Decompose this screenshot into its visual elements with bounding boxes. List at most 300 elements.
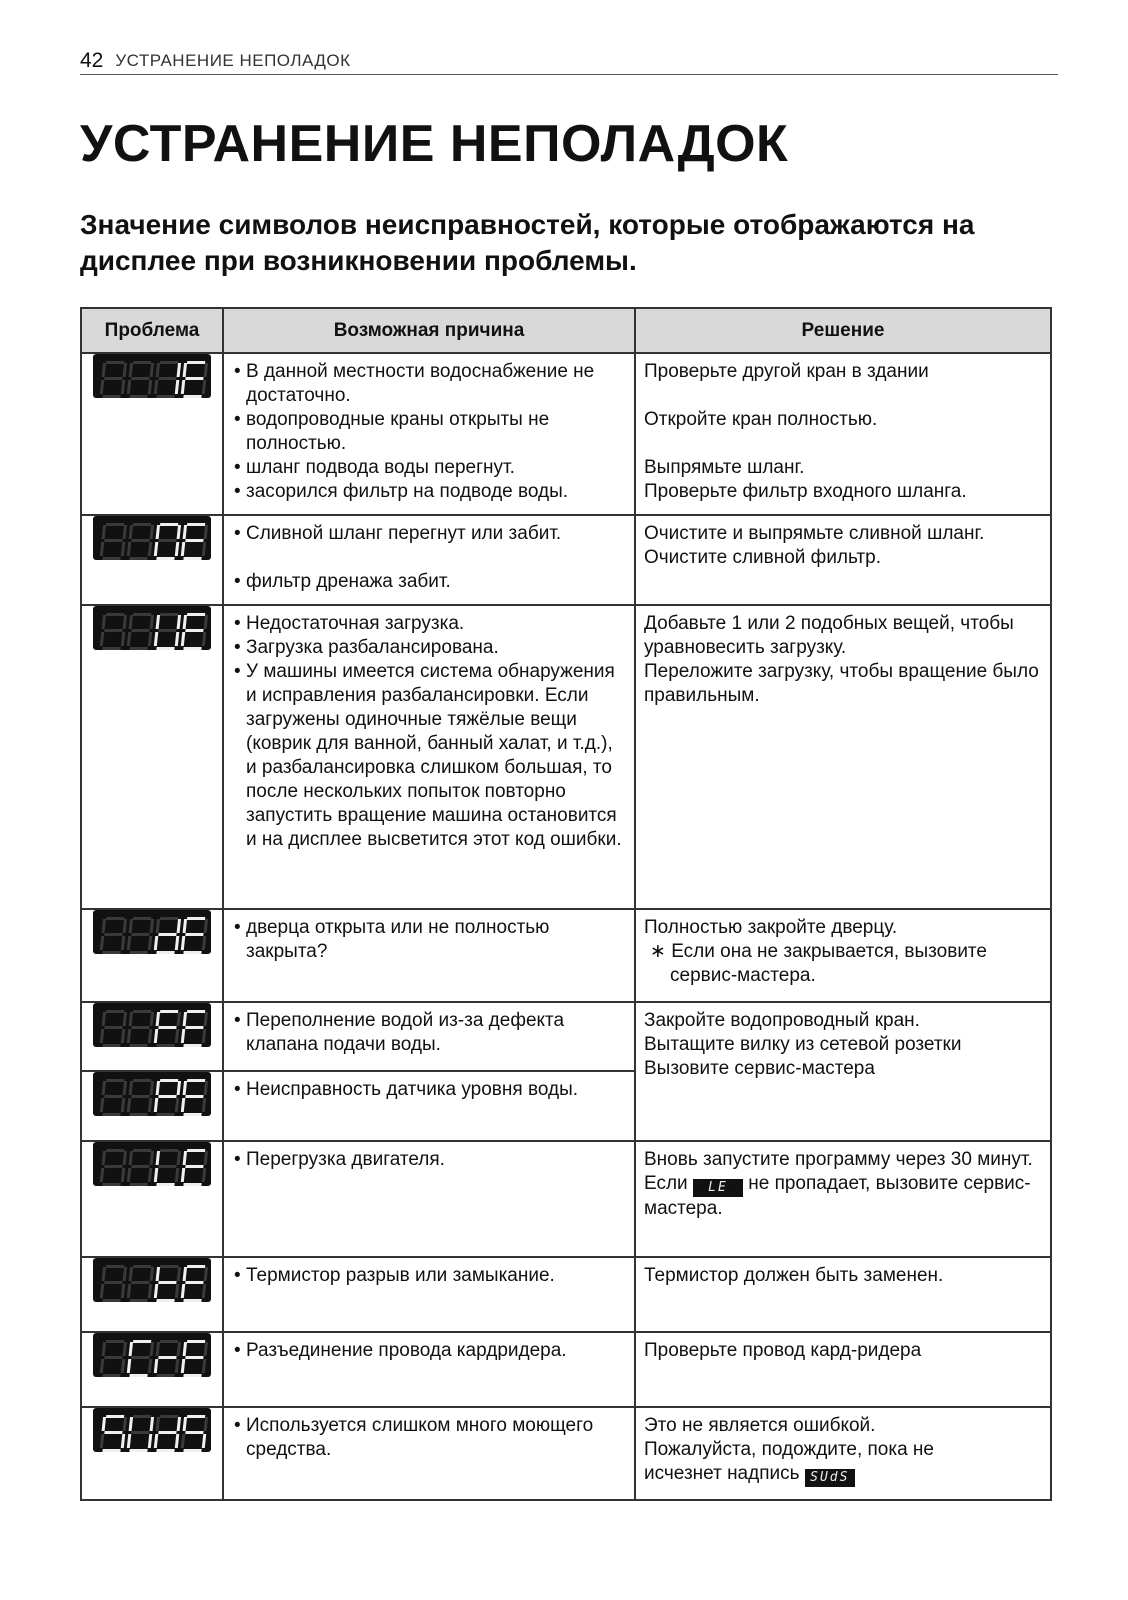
display-segment	[160, 523, 178, 526]
display-segment	[156, 647, 174, 650]
display-segment	[183, 1417, 187, 1431]
display-segment	[183, 919, 187, 933]
display-segment	[154, 1098, 158, 1112]
header-problem: Проблема	[81, 308, 223, 353]
display-segment	[102, 1417, 106, 1431]
seven-segment-display	[93, 1142, 211, 1186]
display-segment	[121, 380, 125, 394]
display-segment	[181, 1168, 185, 1182]
display-segment	[204, 363, 208, 377]
display-segment	[154, 1029, 158, 1043]
display-segment	[185, 933, 203, 936]
cause-item: • Переполнение водой из-за дефекта клапана подачи воды.	[232, 1009, 626, 1057]
display-segment	[185, 1165, 203, 1168]
display-segment	[106, 1415, 124, 1418]
cause-cell	[223, 1257, 635, 1332]
display-segment	[187, 1010, 205, 1013]
seven-segment-display	[93, 1258, 211, 1302]
display-segment	[181, 632, 185, 646]
display-segment	[129, 525, 133, 539]
display-segment	[148, 1434, 152, 1448]
display-segment	[202, 1098, 206, 1112]
display-segment	[187, 1265, 205, 1268]
display-segment	[104, 933, 122, 936]
display-segment	[204, 1081, 208, 1095]
display-segment	[102, 363, 106, 377]
display-segment	[181, 1359, 185, 1373]
display-segment	[204, 1151, 208, 1165]
solution-line: Проверьте фильтр входного шланга.	[644, 481, 967, 502]
display-segment	[156, 525, 160, 539]
display-segment	[177, 1012, 181, 1026]
display-segment	[129, 363, 133, 377]
display-segment	[156, 1012, 160, 1026]
display-segment	[102, 1299, 120, 1302]
solution-line: Переложите загрузку, чтобы вращение было правильным.	[644, 661, 1039, 706]
display-segment	[129, 1151, 133, 1165]
display-segment	[100, 1168, 104, 1182]
table-row	[81, 515, 1051, 605]
display-segment	[121, 1284, 125, 1298]
display-segment	[185, 1356, 203, 1359]
display-segment	[127, 380, 131, 394]
display-segment	[102, 615, 106, 629]
display-segment	[158, 1281, 176, 1284]
display-segment	[156, 1267, 160, 1281]
display-segment	[104, 1095, 122, 1098]
display-segment	[160, 917, 178, 920]
display-segment	[183, 525, 187, 539]
display-segment	[204, 1267, 208, 1281]
solution-line: Термистор должен быть заменен.	[644, 1265, 944, 1286]
display-segment	[102, 1012, 106, 1026]
error-code-cell	[81, 1141, 223, 1257]
error-display-te	[93, 1258, 211, 1302]
cause-item: • Сливной шланг перегнут или забит.	[232, 522, 626, 546]
display-segment	[160, 361, 178, 364]
display-segment	[150, 1151, 154, 1165]
display-segment	[156, 919, 160, 933]
display-segment	[102, 647, 120, 650]
display-segment	[102, 525, 106, 539]
display-segment	[133, 1149, 151, 1152]
error-code-cell	[81, 909, 223, 1002]
display-segment	[183, 1113, 201, 1116]
display-segment	[100, 1284, 104, 1298]
display-segment	[102, 1081, 106, 1095]
solution-cell	[635, 605, 1051, 909]
page-title: УСТРАНЕНИЕ НЕПОЛАДОК	[80, 115, 789, 173]
display-segment	[202, 1168, 206, 1182]
display-segment	[187, 1340, 205, 1343]
solution-line: Очистите и выпрямьте сливной шланг.	[644, 523, 985, 544]
display-segment	[123, 1417, 127, 1431]
cause-item: • Неисправность датчика уровня воды.	[232, 1078, 626, 1102]
table-row	[81, 605, 1051, 909]
display-segment	[202, 1029, 206, 1043]
display-segment	[183, 1374, 201, 1377]
section-name: УСТРАНЕНИЕ НЕПОЛАДОК	[115, 51, 351, 70]
display-segment	[133, 1415, 151, 1418]
cause-item: • В данной местности водоснабжение не достаточно.	[232, 360, 626, 408]
display-segment	[129, 647, 147, 650]
display-segment	[133, 1340, 151, 1343]
display-segment	[102, 1374, 120, 1377]
display-segment	[100, 936, 104, 950]
display-segment	[158, 629, 176, 632]
error-code-cell	[81, 353, 223, 515]
display-segment	[133, 917, 151, 920]
display-segment	[106, 917, 124, 920]
page-subtitle: Значение символов неисправностей, которые отображаются на дисплее при возникновении проблемы.	[80, 209, 975, 276]
solution-suffix: не пропадает, вызовите сервис-мастера.	[644, 1173, 1031, 1219]
display-segment	[100, 632, 104, 646]
display-segment	[154, 1284, 158, 1298]
display-segment	[150, 1267, 154, 1281]
display-segment	[100, 1434, 104, 1448]
error-code-cell	[81, 1002, 223, 1071]
solution-line	[644, 1172, 1042, 1221]
solution-line: Вызовите сервис-мастера	[644, 1058, 875, 1079]
display-segment	[129, 395, 147, 398]
display-segment	[156, 1044, 174, 1047]
display-segment	[154, 542, 158, 556]
display-segment	[185, 539, 203, 542]
display-segment	[129, 1449, 147, 1452]
display-segment	[175, 1434, 179, 1448]
solution-line: Вытащите вилку из сетевой розетки	[644, 1034, 962, 1055]
display-segment	[148, 936, 152, 950]
display-segment	[127, 1029, 131, 1043]
display-segment	[156, 1374, 174, 1377]
display-segment	[202, 380, 206, 394]
display-segment	[104, 1356, 122, 1359]
error-display-suds	[93, 1408, 211, 1452]
display-segment	[177, 1417, 181, 1431]
display-segment	[127, 1284, 131, 1298]
cause-item: • Перегрузка двигателя.	[232, 1148, 626, 1172]
display-segment	[156, 1081, 160, 1095]
seven-segment-display	[93, 1333, 211, 1377]
display-segment	[185, 1095, 203, 1098]
suds-inline-display-icon: SUdS	[805, 1469, 855, 1487]
solution-cell	[635, 909, 1051, 1002]
display-segment	[160, 613, 178, 616]
display-segment	[133, 1079, 151, 1082]
display-segment	[175, 380, 179, 394]
display-segment	[123, 1151, 127, 1165]
display-segment	[183, 557, 201, 560]
display-segment	[185, 1026, 203, 1029]
display-segment	[181, 380, 185, 394]
display-segment	[150, 1417, 154, 1431]
display-segment	[185, 1431, 203, 1434]
le-inline-display-icon: LE	[693, 1179, 743, 1197]
display-segment	[102, 395, 120, 398]
display-segment	[123, 615, 127, 629]
display-segment	[127, 936, 131, 950]
display-segment	[127, 1098, 131, 1112]
display-segment	[100, 1359, 104, 1373]
display-segment	[156, 1151, 160, 1165]
display-segment	[106, 361, 124, 364]
table-row	[81, 1141, 1051, 1257]
display-segment	[181, 1098, 185, 1112]
solution-cell	[635, 1332, 1051, 1407]
display-segment	[150, 363, 154, 377]
display-segment	[187, 1415, 205, 1418]
display-segment	[187, 523, 205, 526]
display-segment	[154, 1434, 158, 1448]
display-segment	[106, 523, 124, 526]
seven-segment-display	[93, 1003, 211, 1047]
display-segment	[121, 1359, 125, 1373]
error-display-ue	[93, 606, 211, 650]
header-solution: Решение	[635, 308, 1051, 353]
display-segment	[123, 1267, 127, 1281]
display-segment	[148, 1029, 152, 1043]
display-segment	[150, 615, 154, 629]
cause-cell	[223, 1002, 635, 1071]
error-display-ie	[93, 354, 211, 398]
display-segment	[177, 1267, 181, 1281]
display-segment	[100, 1029, 104, 1043]
display-segment	[187, 917, 205, 920]
table-row	[81, 353, 1051, 515]
display-segment	[106, 613, 124, 616]
display-segment	[187, 361, 205, 364]
display-segment	[204, 1417, 208, 1431]
display-segment	[158, 1431, 176, 1434]
display-segment	[100, 542, 104, 556]
display-segment	[181, 936, 185, 950]
display-segment	[204, 919, 208, 933]
display-segment	[133, 361, 151, 364]
display-segment	[156, 1299, 174, 1302]
troubleshooting-table	[80, 307, 1052, 1501]
display-segment	[156, 363, 160, 377]
display-segment	[177, 615, 181, 629]
display-segment	[181, 1284, 185, 1298]
display-segment	[123, 1342, 127, 1356]
solution-cell	[635, 1407, 1051, 1500]
display-segment	[154, 1168, 158, 1182]
display-segment	[185, 629, 203, 632]
display-segment	[150, 525, 154, 539]
display-segment	[131, 539, 149, 542]
display-segment	[175, 1098, 179, 1112]
display-segment	[156, 615, 160, 629]
cause-item: • Используется слишком много моющего средства.	[232, 1414, 626, 1462]
page-number: 42	[80, 49, 104, 72]
display-segment	[175, 1284, 179, 1298]
display-segment	[131, 377, 149, 380]
display-segment	[160, 1079, 178, 1082]
display-segment	[183, 1151, 187, 1165]
seven-segment-display	[93, 606, 211, 650]
display-segment	[183, 1267, 187, 1281]
error-code-cell	[81, 1257, 223, 1332]
display-segment	[102, 557, 120, 560]
display-segment	[123, 919, 127, 933]
display-segment	[158, 1095, 176, 1098]
display-segment	[102, 1267, 106, 1281]
display-segment	[158, 1026, 176, 1029]
cause-item: • Недостаточная загрузка.	[232, 612, 626, 636]
cause-item: • Разъединение провода кардридера.	[232, 1339, 626, 1363]
cause-cell	[223, 1141, 635, 1257]
display-segment	[158, 377, 176, 380]
display-segment	[131, 629, 149, 632]
display-segment	[129, 557, 147, 560]
display-segment	[177, 1081, 181, 1095]
display-segment	[175, 1359, 179, 1373]
display-segment	[202, 632, 206, 646]
solution-note: ∗ Если она не закрывается, вызовите сервис-мастера.	[650, 941, 987, 986]
display-segment	[150, 1081, 154, 1095]
display-segment	[129, 1081, 133, 1095]
display-segment	[106, 1340, 124, 1343]
display-segment	[133, 523, 151, 526]
display-segment	[104, 1026, 122, 1029]
solution-cell	[635, 353, 1051, 515]
display-segment	[104, 377, 122, 380]
solution-line: Проверьте провод кард-ридера	[644, 1340, 922, 1361]
display-segment	[183, 395, 201, 398]
solution-line: Это не является ошибкой.	[644, 1415, 876, 1436]
display-segment	[129, 1113, 147, 1116]
display-segment	[121, 936, 125, 950]
display-segment	[154, 632, 158, 646]
display-segment	[183, 1342, 187, 1356]
error-display-fe	[93, 1003, 211, 1047]
display-segment	[102, 1183, 120, 1186]
cause-cell	[223, 353, 635, 515]
display-segment	[129, 1044, 147, 1047]
display-segment	[154, 936, 158, 950]
display-segment	[183, 647, 201, 650]
solution-line: Выпрямьте шланг.	[644, 457, 805, 478]
display-segment	[177, 1342, 181, 1356]
header-cause: Возможная причина	[223, 308, 635, 353]
solution-line: Добавьте 1 или 2 подобных вещей, чтобы уравновесить загрузку.	[644, 613, 1014, 658]
cause-cell	[223, 1407, 635, 1500]
solution-line: Закройте водопроводный кран.	[644, 1010, 920, 1031]
solution-line: Вновь запустите программу через 30 минут.	[644, 1149, 1033, 1170]
display-segment	[185, 1281, 203, 1284]
cause-item: • У машины имеется система обнаружения и исправления разбалансировки. Если загружены одиночные тяжёлые вещи (коврик для ванной, банный халат, и т.д.), и разбалансировка слишком большая, то после нескольких попыток повторно запустить вращение машина остановится и на дисплее высветится этот код ошибки.	[232, 660, 626, 852]
display-segment	[181, 1434, 185, 1448]
display-segment	[106, 1079, 124, 1082]
error-display-cre	[93, 1333, 211, 1377]
display-segment	[183, 1081, 187, 1095]
display-segment	[187, 1079, 205, 1082]
display-segment	[183, 1449, 201, 1452]
display-segment	[177, 919, 181, 933]
display-segment	[158, 1356, 176, 1359]
display-segment	[102, 1342, 106, 1356]
display-segment	[160, 1340, 178, 1343]
display-segment	[102, 1044, 120, 1047]
page-header	[80, 44, 1058, 75]
solution-line: Проверьте другой кран в здании	[644, 361, 929, 382]
display-segment	[104, 539, 122, 542]
display-segment	[185, 377, 203, 380]
table-header-row	[81, 308, 1051, 353]
display-segment	[148, 1284, 152, 1298]
display-segment	[202, 1359, 206, 1373]
error-display-pe	[93, 1072, 211, 1116]
display-segment	[158, 1165, 176, 1168]
display-segment	[123, 363, 127, 377]
display-segment	[156, 1113, 174, 1116]
seven-segment-display	[93, 1408, 211, 1452]
display-segment	[129, 1183, 147, 1186]
display-segment	[156, 557, 174, 560]
solution-tail: исчезнет надпись	[644, 1463, 800, 1484]
display-segment	[131, 1165, 149, 1168]
display-segment	[131, 933, 149, 936]
display-segment	[104, 1431, 122, 1434]
display-segment	[133, 1010, 151, 1013]
display-segment	[121, 1168, 125, 1182]
display-segment	[183, 1183, 201, 1186]
display-segment	[175, 542, 179, 556]
display-segment	[129, 1417, 133, 1431]
cause-item: • водопроводные краны открыты не полностью.	[232, 408, 626, 456]
display-segment	[129, 1342, 133, 1356]
display-segment	[131, 1281, 149, 1284]
display-segment	[156, 951, 174, 954]
display-segment	[202, 1434, 206, 1448]
display-segment	[202, 936, 206, 950]
display-segment	[123, 1012, 127, 1026]
display-segment	[148, 1359, 152, 1373]
display-segment	[204, 1012, 208, 1026]
display-segment	[150, 919, 154, 933]
display-segment	[102, 1151, 106, 1165]
display-segment	[123, 525, 127, 539]
display-segment	[121, 1098, 125, 1112]
cause-cell	[223, 1332, 635, 1407]
display-segment	[106, 1149, 124, 1152]
display-segment	[102, 951, 120, 954]
display-segment	[102, 919, 106, 933]
display-segment	[177, 363, 181, 377]
solution-cell	[635, 1002, 1051, 1141]
solution-cell	[635, 1257, 1051, 1332]
display-segment	[175, 936, 179, 950]
cause-item: • дверца открыта или не полностью закрыта?	[232, 916, 626, 964]
display-segment	[148, 1168, 152, 1182]
display-segment	[104, 1281, 122, 1284]
table-row	[81, 1407, 1051, 1500]
display-segment	[156, 1183, 174, 1186]
error-display-le	[93, 1142, 211, 1186]
solution-line: Полностью закройте дверцу.	[644, 917, 898, 938]
display-segment	[129, 1012, 133, 1026]
display-segment	[183, 1044, 201, 1047]
error-display-oe	[93, 516, 211, 560]
display-segment	[187, 613, 205, 616]
display-segment	[156, 1449, 174, 1452]
error-code-cell	[81, 1071, 223, 1141]
display-segment	[160, 1149, 178, 1152]
cause-item: • фильтр дренажа забит.	[232, 570, 626, 594]
display-segment	[183, 363, 187, 377]
display-segment	[104, 629, 122, 632]
display-segment	[177, 1151, 181, 1165]
